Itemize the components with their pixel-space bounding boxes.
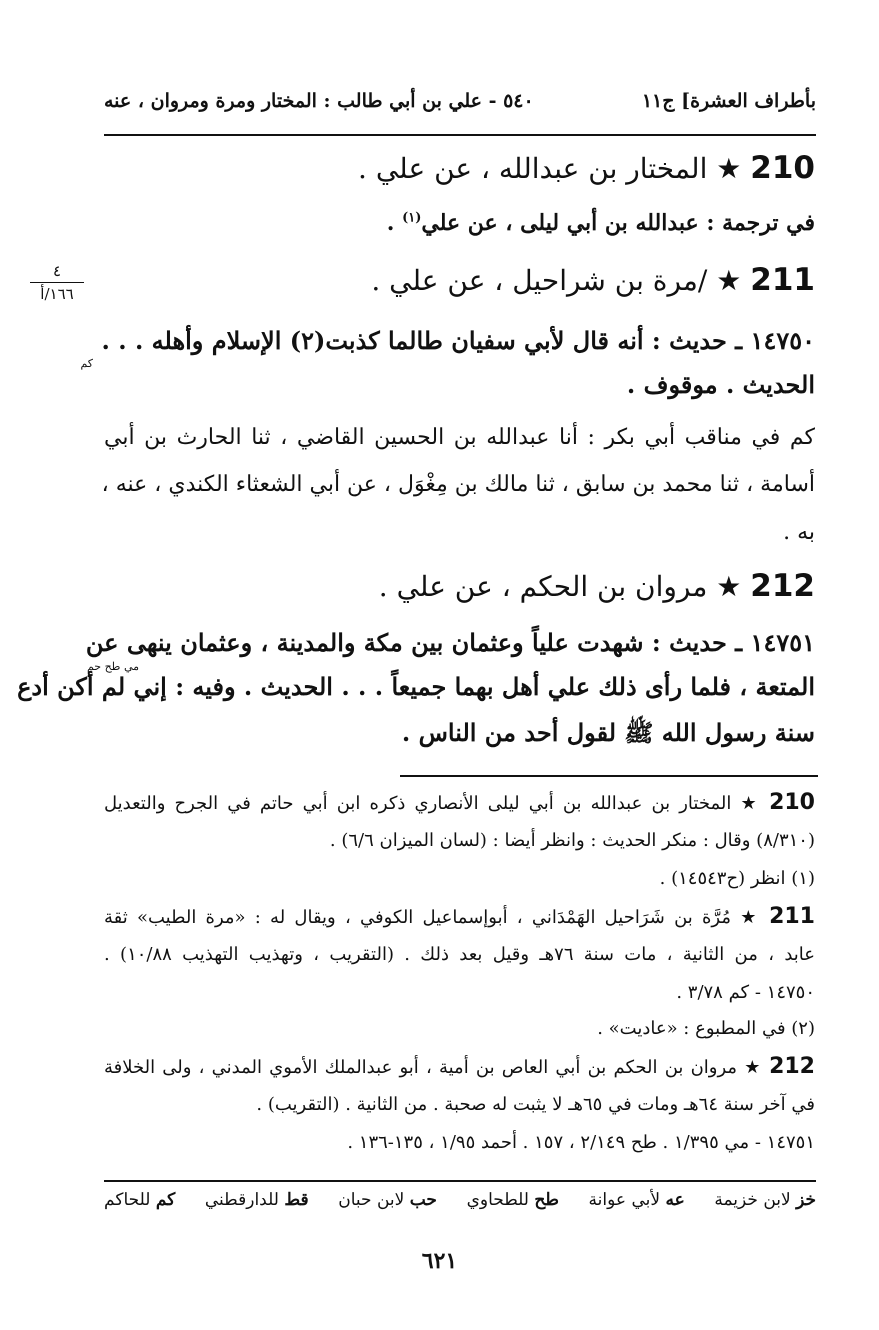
- abbrev-item: كم للحاكم: [104, 1190, 176, 1210]
- source-mark: كم: [80, 357, 93, 370]
- footnote-210-line-1: [104, 790, 815, 815]
- footnote-212-line-2: في آخر سنة ٦٤هـ ومات في ٦٥هـ لا يثبت له صحبة . من الثانية . (التقريب) .: [256, 1094, 815, 1115]
- source-line-3: به .: [783, 520, 815, 545]
- footnote-1: (١) انظر (ح١٤٥٤٣) .: [659, 868, 815, 889]
- entry-title: مروان بن الحكم ، عن علي .: [378, 570, 708, 603]
- footnote-211-line-2: عابد ، من الثانية ، مات سنة ٧٦هـ وقيل بعد ذلك . (التقريب ، وتهذيب التهذيب ١٠/٨٨) .: [104, 944, 815, 965]
- footnote-number: 211: [769, 904, 815, 929]
- abbrev-item: عه لأبي عوانة: [588, 1190, 685, 1210]
- entry-211-heading: [371, 262, 815, 298]
- hadith-14751-line-1: ١٤٧٥١ ـ حديث : شهدت علياً وعثمان بين مكة والمدينة ، وعثمان ينهى عن: [85, 628, 815, 657]
- entry-title: /مرة بن شراحيل ، عن علي .: [371, 264, 708, 297]
- hadith-14751-line-2: المتعة ، فلما رأى ذلك علي أهل بهما جميعاً . . . الحديث . وفيه : إني لم أكن أدع: [17, 672, 815, 701]
- running-header: [104, 86, 816, 122]
- abbreviation-key: [104, 1190, 816, 1210]
- star-icon: ★: [716, 570, 742, 603]
- abbrev-item: قط للدارقطني: [204, 1190, 309, 1210]
- source-line-2: أسامة ، ثنا محمد بن سابق ، ثنا مالك بن مِغْوَل ، عن أبي الشعثاء الكندي ، عنه ،: [101, 472, 815, 497]
- footnote-number: 210: [769, 790, 815, 815]
- footnote-text: ★ مروان بن الحكم بن أبي العاص بن أمية ، أبو عبدالملك الأموي المدني ، ولى الخلافة: [104, 1057, 762, 1078]
- note-text: في ترجمة : عبدالله بن أبي ليلى ، عن علي: [421, 210, 815, 236]
- star-icon: ★: [716, 264, 742, 297]
- abbrev-item: خز لابن خزيمة: [714, 1190, 816, 1210]
- footnote-marker: (١): [402, 210, 422, 226]
- footnote-rule: [400, 775, 818, 777]
- abbrev-item: طح للطحاوي: [466, 1190, 559, 1210]
- entry-210-note: [387, 210, 815, 236]
- entry-212-heading: [379, 568, 815, 604]
- entry-210-heading: [358, 150, 815, 186]
- footnote-14751: ١٤٧٥١ - مي ١/٣٩٥ . طح ٢/١٤٩ ، ١٥٧ . أحمد ١/٩٥ ، ١٣٥-١٣٦ .: [347, 1132, 815, 1153]
- entry-number: 212: [750, 568, 815, 604]
- entry-number: 211: [750, 262, 815, 298]
- footnote-2: (٢) في المطبوع : «عاديت» .: [597, 1018, 815, 1039]
- footnote-212-line-1: [104, 1054, 815, 1079]
- hadith-14750-line-1: ١٤٧٥٠ ـ حديث : أنه قال لأبي سفيان طالما كذبت(٢) الإسلام وأهله . . .: [101, 326, 815, 355]
- footnote-211-line-1: [104, 904, 815, 929]
- margin-number: ٤: [30, 262, 84, 283]
- footnote-210-line-2: (٨/٣١٠) وقال : منكر الحديث : وانظر أيضا : (لسان الميزان ٦/٦) .: [329, 830, 815, 851]
- page-number: ٦٢١: [421, 1248, 458, 1274]
- source-mark: مي طح حم: [86, 660, 139, 673]
- header-rule: [104, 134, 816, 136]
- entry-title: المختار بن عبدالله ، عن علي .: [358, 152, 708, 185]
- hadith-14751-line-3: سنة رسول الله ﷺ لقول أحد من الناس .: [401, 718, 815, 747]
- footnote-number: 212: [769, 1054, 815, 1079]
- footnote-14750: ١٤٧٥٠ - كم ٣/٧٨ .: [676, 982, 815, 1003]
- abbreviation-rule: [104, 1180, 816, 1182]
- star-icon: ★: [716, 152, 742, 185]
- margin-manuscript-ref: [30, 262, 84, 303]
- footnote-text: ★ المختار بن عبدالله بن أبي ليلى الأنصاري ذكره ابن أبي حاتم في الجرح والتعديل: [104, 793, 760, 814]
- margin-folio: ١٦٦/أ: [40, 285, 74, 303]
- header-section-title: ٥٤٠ - علي بن أبي طالب : المختار ومرة ومروان ، عنه: [104, 90, 534, 112]
- abbrev-item: حب لابن حبان: [338, 1190, 437, 1210]
- source-line-1: كم في مناقب أبي بكر : أنا عبدالله بن الحسين القاضي ، ثنا الحارث بن أبي: [104, 425, 815, 450]
- entry-number: 210: [750, 150, 815, 186]
- note-end: .: [386, 210, 395, 236]
- header-book-title: بأطراف العشرة] ج١١: [641, 90, 816, 112]
- footnote-text: ★ مُرَّة بن شَرَاحيل الهَمْدَاني ، أبوإسماعيل الكوفي ، ويقال له : «مرة الطيب» ثقة: [104, 907, 760, 928]
- hadith-14750-line-2: الحديث . موقوف .: [626, 370, 815, 399]
